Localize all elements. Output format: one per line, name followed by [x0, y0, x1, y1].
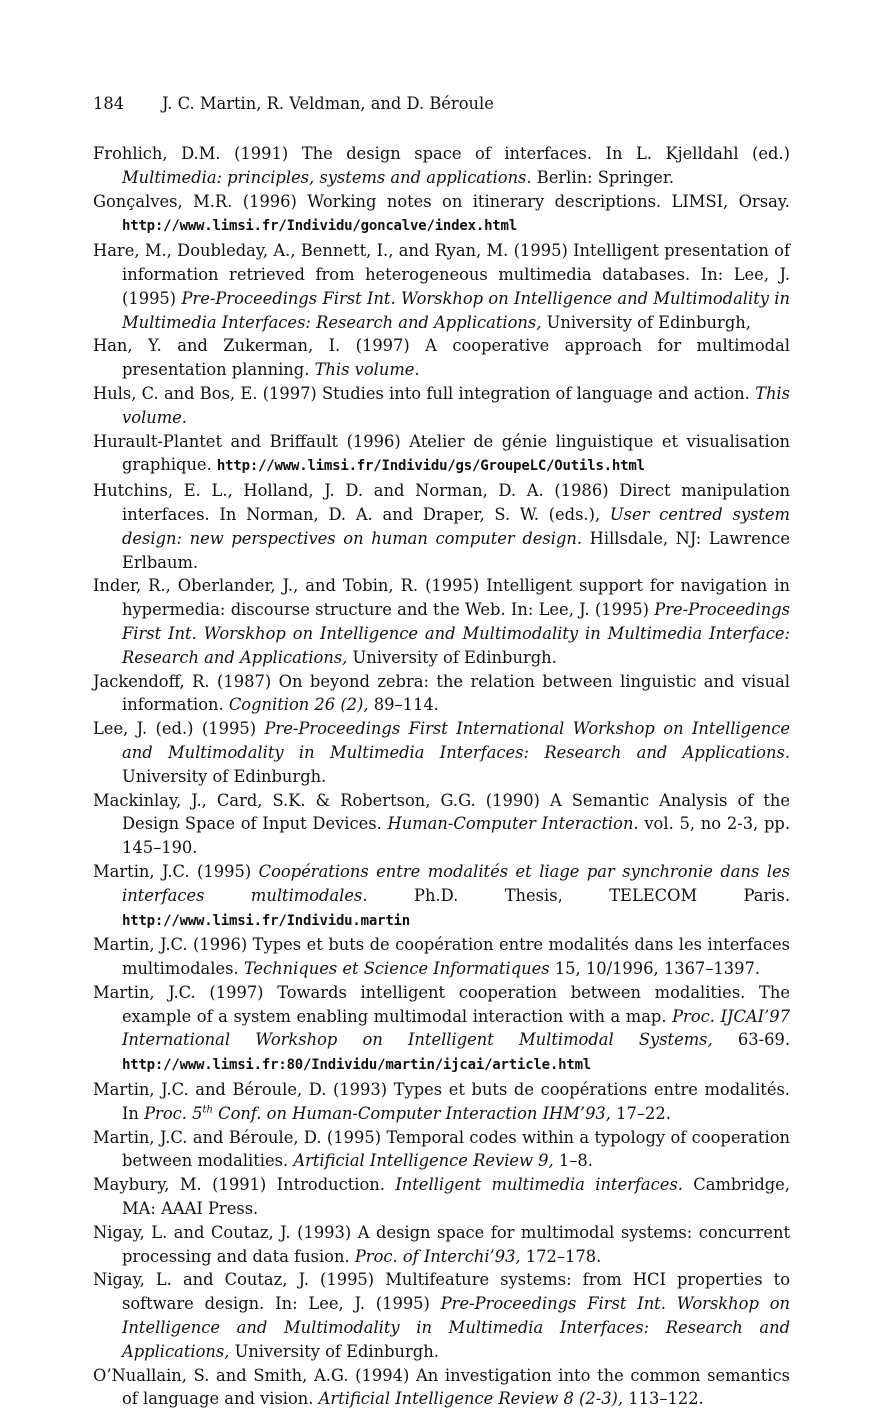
reference-entry — [93, 1078, 790, 1126]
reference-text: 1–8. — [553, 1151, 593, 1171]
reference-entry — [93, 334, 790, 382]
reference-list — [93, 142, 790, 1411]
reference-entry — [93, 142, 790, 190]
reference-text: 113–122. — [623, 1389, 704, 1409]
reference-entry — [93, 1173, 790, 1221]
reference-italic-text: This volume. — [122, 383, 790, 427]
reference-text: Martin, J.C. and Béroule, D. (1993) Types et buts de coopérations entre modalités. In — [93, 1080, 790, 1123]
reference-text: Maybury, M. (1991) Introduction. — [93, 1175, 396, 1195]
reference-text: Huls, C. and Bos, E. (1997) Studies into full integration of language and action. — [93, 383, 756, 403]
reference-text: Frohlich, D.M. (1991) The design space of interfaces. In L. Kjelldahl (ed.) — [93, 144, 790, 163]
reference-italic-text: Pre-Proceedings First International Workshop on Intelligence and Multimodality in Multimedia Interfaces: Research and Applications. — [122, 719, 790, 762]
reference-url: http://www.limsi.fr/Individu/gs/GroupeLC/Outils.html — [216, 458, 645, 475]
reference-text: Martin, J.C. (1996) Types et buts de coopération entre modalités dans les interfaces multimodales. — [93, 935, 790, 979]
reference-url: http://www.limsi.fr/Individu/goncalve/index.html — [122, 218, 517, 235]
reference-entry — [93, 981, 790, 1078]
reference-entry — [93, 1126, 790, 1174]
reference-italic-text: Pre-Proceedings First Int. Worskhop on Intelligence and Multimodality in Multimedia Interfaces: Research and Applications, — [122, 288, 790, 332]
reference-text: Han, Y. and Zukerman, I. (1997) A cooperative approach for multimodal presentation planning. — [93, 336, 790, 380]
reference-entry — [93, 860, 790, 933]
reference-entry — [93, 239, 790, 334]
reference-italic-text: User centred system design: new perspectives on human computer design. — [122, 504, 790, 548]
reference-text: Ph.D. Thesis, TELECOM Paris. — [367, 885, 790, 905]
reference-entry — [93, 717, 790, 788]
reference-url: http://www.limsi.fr:80/Individu/martin/ijcai/article.html — [122, 1057, 592, 1074]
reference-url: http://www.limsi.fr/Individu.martin — [122, 912, 411, 929]
reference-text: Jackendoff, R. (1987) On beyond zebra: the relation between linguistic and visual information. — [93, 671, 790, 715]
reference-text: vol. 5, no 2-3, pp. 145–190. — [122, 814, 790, 858]
reference-entry — [93, 382, 790, 430]
reference-text: Hurault-Plantet and Briffault (1996) Atelier de génie linguistique et visualisation graphique. — [93, 431, 790, 475]
reference-italic-text: th — [202, 1104, 213, 1116]
reference-text: Berlin: Springer. — [531, 167, 674, 187]
reference-italic-text: This volume. — [314, 360, 420, 380]
reference-text: Hare, M., Doubleday, A., Bennett, I., and Ryan, M. (1995) Intelligent presentation of information retrieved from heterogeneous multimedia databases. In: Lee, J. (1995) — [93, 241, 790, 308]
reference-text: Nigay, L. and Coutaz, J. (1995) Multifeature systems: from HCI properties to software design. In: Lee, J. (1995) — [93, 1270, 790, 1314]
reference-entry — [93, 1364, 790, 1411]
reference-italic-text: Cognition 26 (2), — [228, 695, 369, 715]
reference-text: Martin, J.C. (1997) Towards intelligent cooperation between modalities. The example of a system enabling multimodal interaction with a map. — [93, 982, 790, 1026]
reference-italic-text: Proc. 5 — [144, 1103, 203, 1123]
reference-italic-text: Techniques et Science Informatiques — [243, 959, 550, 979]
reference-entry — [93, 430, 790, 480]
running-header-authors: J. C. Martin, R. Veldman, and D. Béroule — [162, 94, 494, 113]
reference-italic-text: Proc. IJCAI’97 International Workshop on Intelligent Multimodal Systems, — [122, 1006, 790, 1050]
reference-text: Lee, J. (ed.) (1995) — [93, 719, 265, 739]
reference-entry — [93, 933, 790, 981]
reference-text: 17–22. — [610, 1103, 671, 1123]
reference-italic-text: Artificial Intelligence Review 8 (2-3), — [318, 1389, 624, 1409]
reference-text: 15, 10/1996, 1367–1397. — [549, 959, 761, 979]
reference-italic-text: Pre-Proceedings First Int. Worskhop on Intelligence and Multimodality in Multimedia Interface: Research and Applications, — [122, 600, 790, 667]
reference-italic-text: Artificial Intelligence Review 9, — [293, 1151, 554, 1171]
reference-text: 89–114. — [368, 695, 439, 715]
reference-entry — [93, 574, 790, 669]
reference-entry — [93, 1268, 790, 1363]
reference-text: Mackinlay, J., Card, S.K. & Robertson, G.G. (1990) A Semantic Analysis of the Design Space of Input Devices. — [93, 790, 790, 834]
reference-entry — [93, 789, 790, 860]
reference-text: 172–178. — [520, 1246, 602, 1266]
reference-text: O’Nuallain, S. and Smith, A.G. (1994) An investigation into the common semantics of language and vision. — [93, 1365, 790, 1409]
reference-italic-text: Conf. on Human-Computer Interaction IHM’93, — [212, 1103, 611, 1123]
reference-text: Martin, J.C. and Béroule, D. (1995) Temporal codes within a typology of cooperation between modalities. — [93, 1127, 790, 1171]
reference-entry — [93, 670, 790, 718]
running-header — [93, 92, 494, 116]
reference-text: Nigay, L. and Coutaz, J. (1993) A design space for multimodal systems: concurrent processing and data fusion. — [93, 1222, 790, 1266]
reference-italic-text: Proc. of Interchi’93, — [354, 1246, 521, 1266]
reference-entry — [93, 1221, 790, 1269]
reference-text: Martin, J.C. (1995) — [93, 861, 259, 881]
page-number: 184 — [93, 94, 125, 113]
reference-italic-text: Coopérations entre modalités et liage par synchronie dans les interfaces multimodales. — [122, 861, 790, 905]
reference-italic-text: Pre-Proceedings First Int. Worskhop on Intelligence and Multimodality in Multimedia Interfaces: Research and Applications, — [122, 1294, 790, 1361]
reference-text: Inder, R., Oberlander, J., and Tobin, R. (1995) Intelligent support for navigation in hypermedia: discourse structure and the Web. In: Lee, J. (1995) — [93, 576, 790, 620]
reference-italic-text: Multimedia: principles, systems and applications. — [122, 167, 532, 187]
reference-text: Cambridge, MA: AAAI Press. — [122, 1175, 790, 1219]
reference-text: Gonçalves, M.R. (1996) Working notes on itinerary descriptions. LIMSI, Orsay. — [93, 191, 790, 211]
reference-text: University of Edinburgh. — [122, 766, 327, 786]
reference-text: University of Edinburgh. — [347, 647, 557, 667]
reference-text: University of Edinburgh, — [541, 312, 751, 332]
reference-italic-text: Intelligent multimedia interfaces. — [395, 1175, 683, 1195]
reference-entry — [93, 479, 790, 574]
reference-text: 63-69. — [712, 1030, 790, 1050]
reference-text: University of Edinburgh. — [229, 1341, 439, 1361]
reference-entry — [93, 190, 790, 240]
reference-italic-text: Human-Computer Interaction. — [387, 814, 639, 834]
reference-text: Hutchins, E. L., Holland, J. D. and Norman, D. A. (1986) Direct manipulation interfaces. In Norman, D. A. and Draper, S. W. (eds.), — [93, 481, 790, 524]
reference-text: Hillsdale, NJ: Lawrence Erlbaum. — [122, 528, 790, 572]
